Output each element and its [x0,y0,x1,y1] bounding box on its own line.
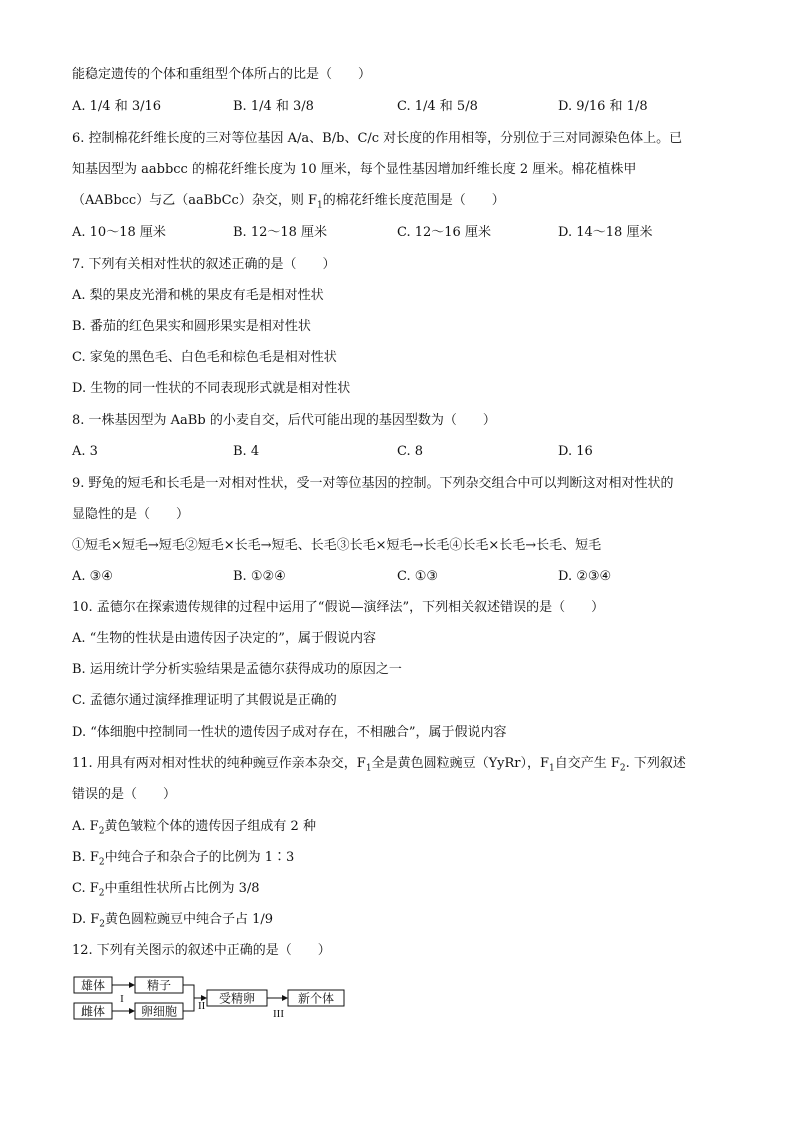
q6-option-c[interactable]: C. 12～16 厘米 [397,225,491,240]
q8-option-b[interactable]: B. 4 [233,444,260,459]
q11-option-d[interactable]: D. $F_2$黄色圆粒豌豆中纯合子占 1/9 [72,912,274,930]
q5-option-a[interactable]: A. 1/4 和 3/16 [72,99,162,114]
q10-stem: 10. 孟德尔在探索遗传规律的过程中运用了“假说—演绎法”，下列相关叙述错误的是（ ） [72,600,605,615]
step-3-label: III [273,1008,284,1020]
q7-option-d[interactable]: D. 生物的同一性状的不同表现形式就是相对性状 [72,381,351,396]
egg-label: 卵细胞 [140,1004,178,1019]
q10-option-c[interactable]: C. 孟德尔通过演绎推理证明了其假说是正确的 [72,693,337,708]
q10-option-b[interactable]: B. 运用统计学分析实验结果是孟德尔获得成功的原因之一 [72,662,402,677]
q12-stem: 12. 下列有关图示的叙述中正确的是（ ） [72,943,331,958]
q8-option-a[interactable]: A. 3 [72,444,98,459]
q10-option-a[interactable]: A. “生物的性状是由遗传因子决定的”，属于假说内容 [72,631,376,646]
q6-stem-line1: 6. 控制棉花纤维长度的三对等位基因 A/a、B/b、C/c 对长度的作用相等，分别位于三对同源染色体上。已 [72,131,683,146]
q9-stem-line1: 9. 野兔的短毛和长毛是一对相对性状，受一对等位基因的控制。下列杂交组合中可以判断这对相对性状的 [72,476,674,491]
q7-stem: 7. 下列有关相对性状的叙述正确的是（ ） [72,257,336,272]
q8-stem: 8. 一株基因型为 AaBb 的小麦自交，后代可能出现的基因型数为（ ） [72,413,496,428]
q7-option-b[interactable]: B. 番茄的红色果实和圆形果实是相对性状 [72,319,311,334]
q10-option-d[interactable]: D. “体细胞中控制同一性状的遗传因子成对存在，不相融合”，属于假说内容 [72,725,507,740]
q11-stem-line1: 11. 用具有两对相对性状的纯种豌豆作亲本杂交，$F_1$全是黄色圆粒豌豆（YyRr），$F_1$自交产生 $F_2$. 下列叙述 [72,756,686,774]
q5-option-b[interactable]: B. 1/4 和 3/8 [233,99,314,114]
female-label: 雌体 [80,1004,106,1019]
q9-option-d[interactable]: D. ②③④ [558,569,612,584]
q8-option-d[interactable]: D. 16 [558,444,593,459]
q6-stem-line3: （AABbcc）与乙（aaBbCc）杂交，则 $F_1$的棉花纤维长度范围是（ ） [72,193,505,211]
q9-option-a[interactable]: A. ③④ [72,569,113,584]
q7-option-a[interactable]: A. 梨的果皮光滑和桃的果皮有毛是相对性状 [72,288,324,303]
q5-stem-tail: 能稳定遗传的个体和重组型个体所占的比是（ ） [72,67,372,82]
q11-option-a[interactable]: A. $F_2$黄色皱粒个体的遗传因子组成有 2 种 [72,819,316,837]
q9-option-c[interactable]: C. ①③ [397,569,439,584]
sperm-label: 精子 [146,978,172,993]
fertilization-diagram [72,975,362,1025]
q9-crosses: ①短毛×短毛→短毛②短毛×长毛→短毛、长毛③长毛×短毛→长毛④长毛×长毛→长毛、短毛 [72,538,602,553]
step-2-label: II [198,1000,206,1012]
q9-option-b[interactable]: B. ①②④ [233,569,286,584]
q5-option-d[interactable]: D. 9/16 和 1/8 [558,99,648,114]
q5-option-c[interactable]: C. 1/4 和 5/8 [397,99,478,114]
q9-stem-line2: 显隐性的是（ ） [72,507,190,522]
q6-option-d[interactable]: D. 14～18 厘米 [558,225,653,240]
zygote-label: 受精卵 [218,991,256,1006]
fertilization-diagram-svg [72,975,362,1025]
male-label: 雄体 [80,978,106,993]
q11-stem-line2: 错误的是（ ） [72,787,177,802]
individual-label: 新个体 [297,991,335,1006]
q11-option-c[interactable]: C. $F_2$中重组性状所占比例为 3/8 [72,881,260,899]
q6-option-b[interactable]: B. 12～18 厘米 [233,225,328,240]
q11-option-b[interactable]: B. $F_2$中纯合子和杂合子的比例为 1∶3 [72,850,295,868]
step-1-label: I [120,993,124,1005]
q7-option-c[interactable]: C. 家兔的黑色毛、白色毛和棕色毛是相对性状 [72,350,337,365]
q6-option-a[interactable]: A. 10～18 厘米 [72,225,166,240]
q6-stem-line2: 知基因型为 aabbcc 的棉花纤维长度为 10 厘米，每个显性基因增加纤维长度 2 厘米。棉花植株甲 [72,162,637,177]
q8-option-c[interactable]: C. 8 [397,444,424,459]
